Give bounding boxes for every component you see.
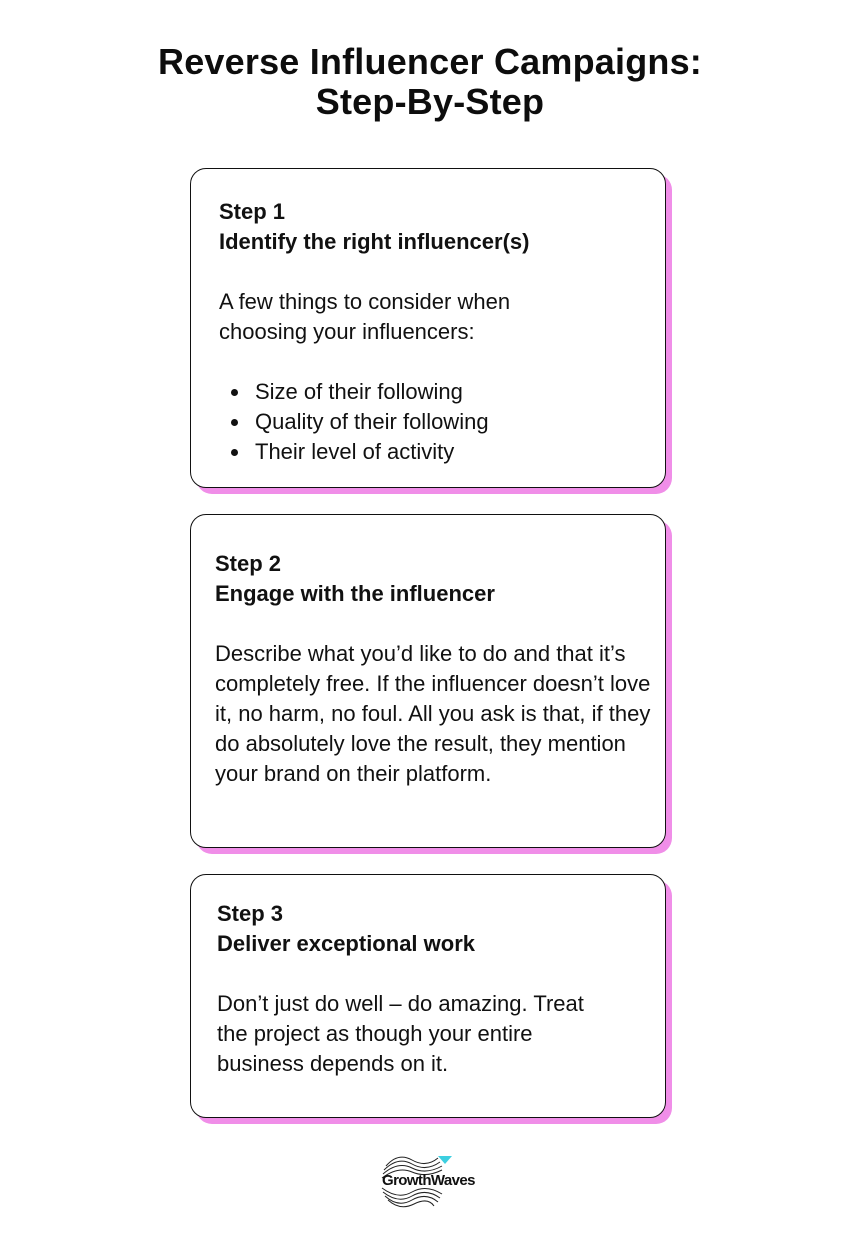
step-heading: Engage with the influencer	[215, 581, 495, 606]
bullet-item	[219, 437, 665, 467]
step-body: A few things to consider when choosing your influencers:	[219, 289, 511, 344]
step-heading: Deliver exceptional work	[217, 931, 475, 956]
page-title-line-2: Step-By-Step	[315, 81, 545, 122]
bullet-item	[219, 407, 665, 437]
bullet-text: Their level of activity	[255, 439, 455, 464]
bullet-list	[219, 377, 665, 467]
step-card-2	[190, 514, 666, 848]
bullet-item	[219, 377, 665, 407]
step-label: Step 1	[219, 199, 286, 224]
page-title	[0, 42, 860, 122]
growthwaves-logo	[378, 1148, 496, 1212]
step-card-1	[190, 168, 666, 488]
step-label: Step 3	[217, 901, 284, 926]
bullet-dot-icon	[231, 389, 238, 396]
step-body: Describe what you’d like to do and that it’s completely free. If the influencer doesn’t love it, no harm, no foul. All you ask is that, if they do absolutely love the result, they mention your brand on their platform.	[215, 641, 651, 786]
step-card-3	[190, 874, 666, 1118]
page-title-line-1: Reverse Influencer Campaigns:	[158, 41, 702, 82]
bullet-text: Size of their following	[255, 379, 463, 404]
bullet-text: Quality of their following	[255, 409, 489, 434]
logo-wordmark: GrowthWaves	[382, 1172, 475, 1189]
bullet-dot-icon	[231, 419, 238, 426]
step-body: Don’t just do well – do amazing. Treat the project as though your entire business depends on it.	[217, 991, 584, 1076]
step-heading: Identify the right influencer(s)	[219, 229, 530, 254]
bullet-dot-icon	[231, 449, 238, 456]
step-label: Step 2	[215, 551, 282, 576]
